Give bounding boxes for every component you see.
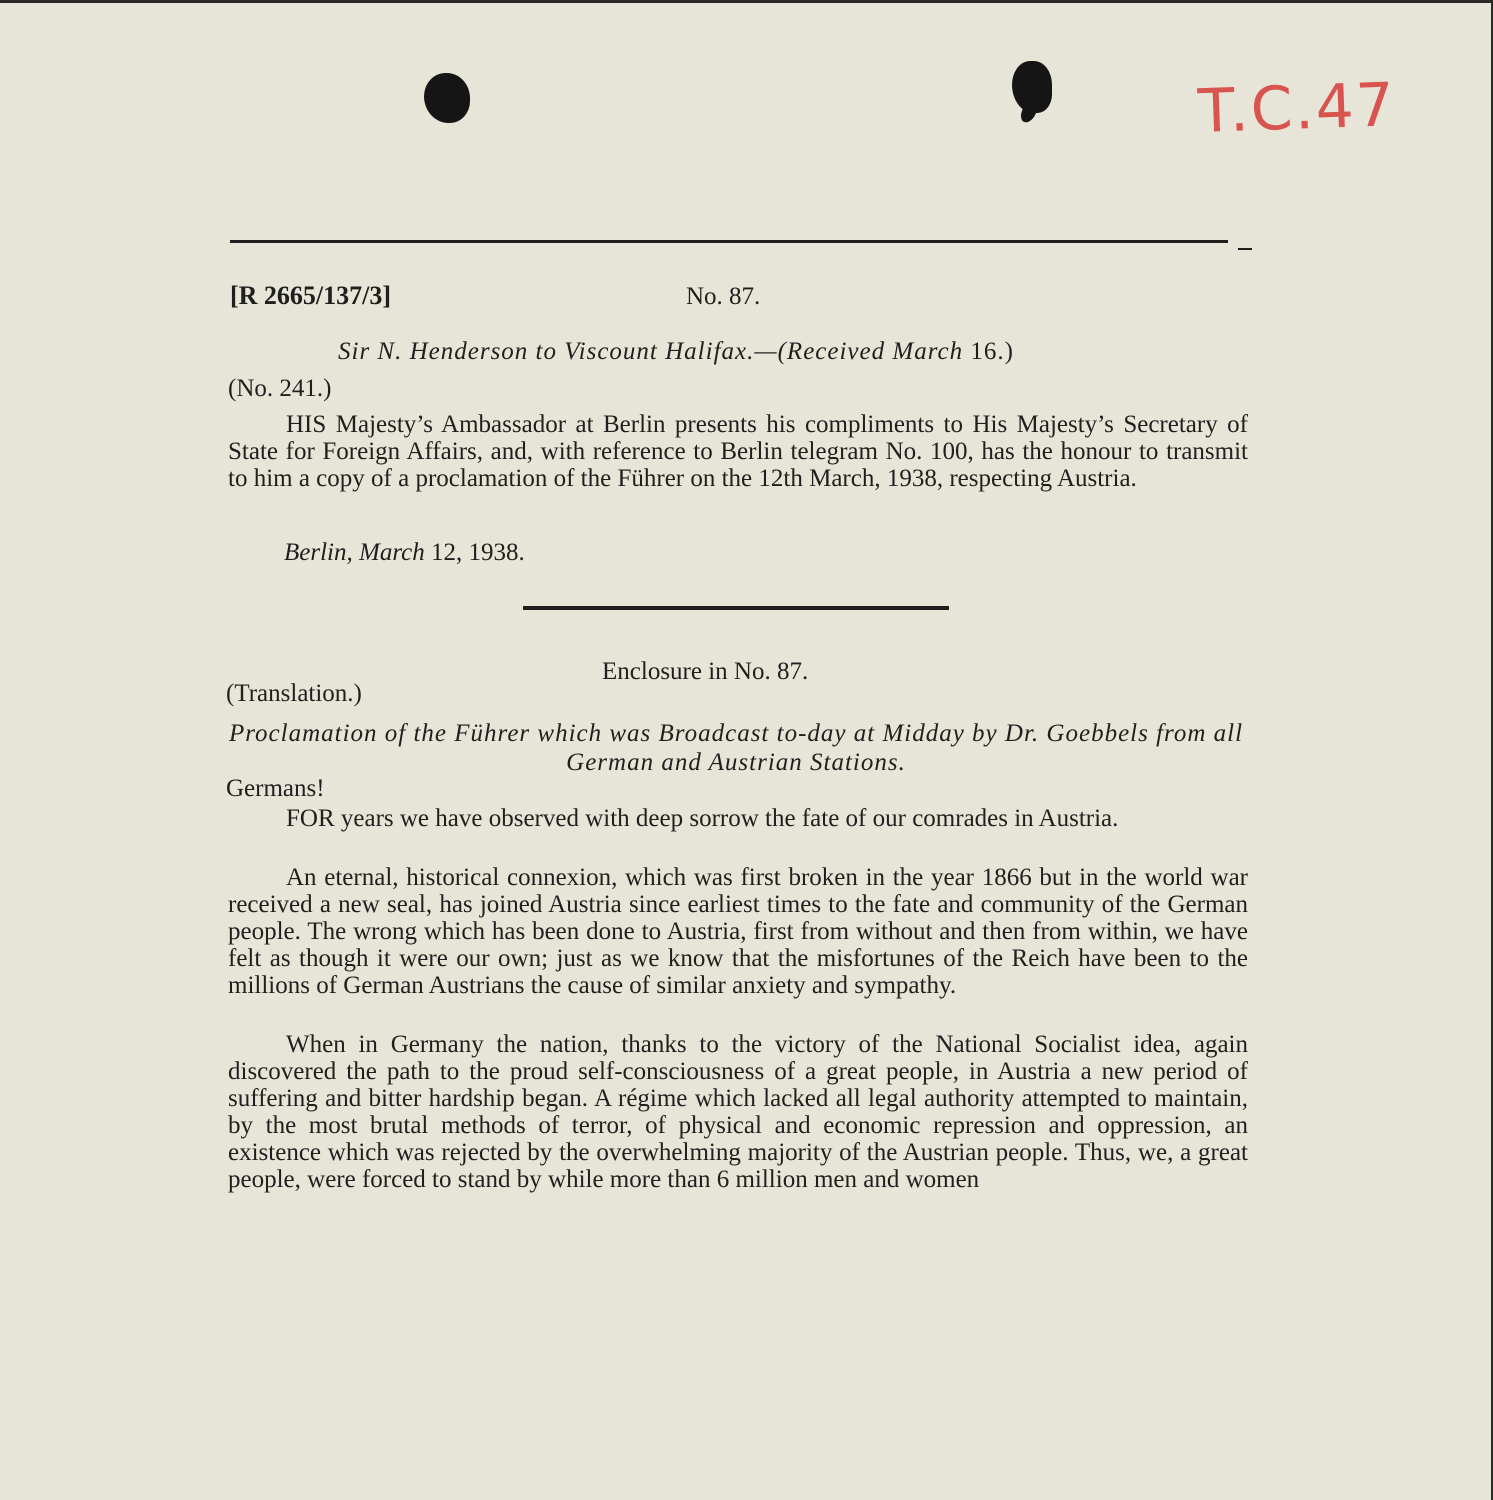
translation-label: (Translation.) [226, 680, 362, 707]
despatch-heading: Sir N. Henderson to Viscount Halifax.—(Received March 16.) [338, 338, 1014, 365]
punch-hole-right [1012, 61, 1052, 113]
intro-paragraph: HIS Majesty’s Ambassador at Berlin presents his compliments to His Majesty’s Secretary of State for Foreign Affairs, and, with reference to Berlin telegram No. 100, has the honour to transmit to him a copy of a proclamation of the Führer on the 12th March, 1938, respecting Austria. [228, 411, 1248, 492]
file-reference: [R 2665/137/3] [230, 281, 392, 310]
handwritten-reference-stamp: T.C.47 [1196, 70, 1398, 147]
proclamation-title: Proclamation of the Führer which was Broadcast to-day at Midday by Dr. Goebbels from all German and Austrian Stations. [228, 720, 1244, 776]
despatch-number: (No. 241.) [228, 375, 332, 402]
document-number: No. 87. [686, 283, 761, 310]
salutation: Germans! [226, 775, 325, 802]
place-and-date: Berlin, March 12, 1938. [284, 539, 525, 566]
enclosure-heading: Enclosure in No. 87. [602, 658, 809, 685]
punch-hole-left [424, 73, 470, 123]
top-rule-tail [1238, 248, 1252, 250]
proclamation-paragraph-2: An eternal, historical connexion, which was first broken in the year 1866 but in the world war received a new seal, has joined Austria since earliest times to the fate and community of the German people. The wrong which has been done to Austria, first from without and then from within, we have felt as though it were our own; just as we know that the misfortunes of the Reich have been to the millions of German Austrians the cause of similar anxiety and sympathy. [228, 864, 1248, 999]
proclamation-paragraph-3: When in Germany the nation, thanks to the victory of the National Socialist idea, again discovered the path to the proud self-consciousness of a great people, in Austria a new period of suffering and bitter hardship began. A régime which lacked all legal authority attempted to maintain, by the most brutal methods of terror, of physical and economic repression and oppression, an existence which was rejected by the overwhelming majority of the Austrian people. Thus, we, a great people, were forced to stand by while more than 6 million men and women [228, 1031, 1248, 1193]
proclamation-paragraph-1: FOR years we have observed with deep sorrow the fate of our comrades in Austria. [286, 805, 1119, 832]
section-divider [523, 606, 949, 610]
top-rule [230, 240, 1228, 243]
